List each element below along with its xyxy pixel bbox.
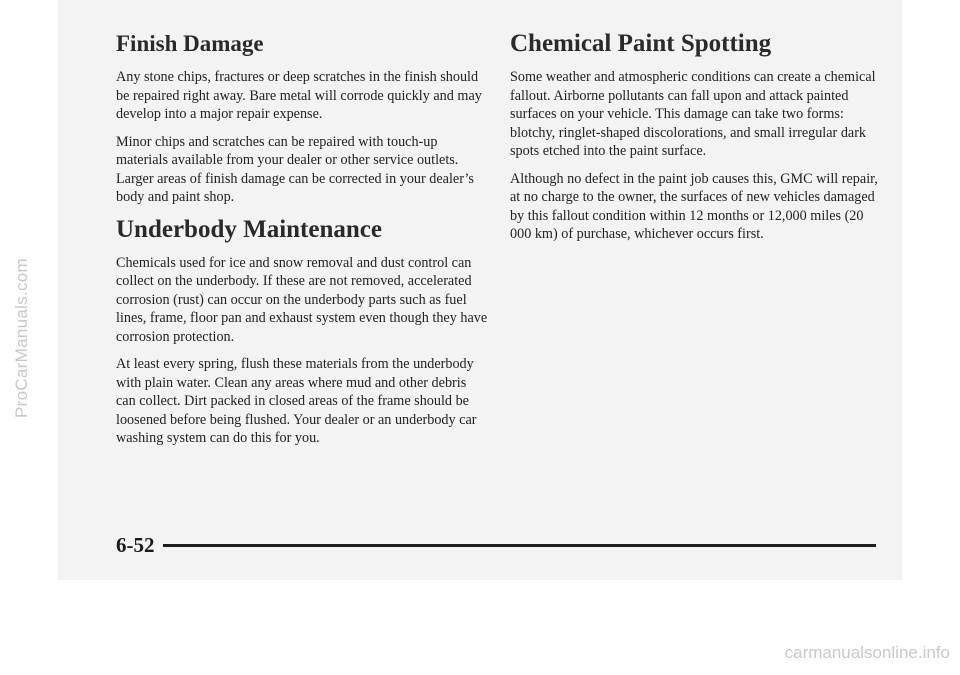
finish-damage-paragraph-1: Any stone chips, fractures or deep scratches in the finish should be repaired right away. Bare metal will corrode quickly and may develop into a major repair expense.: [116, 69, 482, 122]
bottom-watermark: carmanualsonline.info: [784, 643, 950, 662]
page-number: 6-52: [116, 532, 155, 557]
finish-damage-section: [116, 30, 488, 207]
underbody-maintenance-section: [116, 216, 488, 448]
underbody-paragraph-2: At least every spring, flush these materials from the underbody with plain water. Clean any areas where mud and other debris can collect. Dirt packed in closed areas of the frame should be loosened before being flushed. Your dealer or an underbody car washing system can do this for you.: [116, 356, 477, 446]
chemical-spotting-paragraph-1: Some weather and atmospheric conditions can create a chemical fallout. Airborne pollutants can fall upon and attack painted surfaces on your vehicle. This damage can take two forms: blotchy, ringlet-shaped discolorations, and small irregular dark spots etched into the paint surface.: [510, 69, 876, 159]
chemical-spotting-paragraph-2: Although no defect in the paint job causes this, GMC will repair, at no charge to the owner, the surfaces of new vehicles damaged by this fallout condition within 12 months or 12,000 miles (20 000 km) of purchase, whichever occurs first.: [510, 170, 878, 242]
footer-rule: [163, 544, 877, 547]
chemical-paint-spotting-section: [510, 30, 882, 244]
chemical-paint-spotting-heading: Chemical Paint Spotting: [510, 30, 772, 57]
underbody-paragraph-1: Chemicals used for ice and snow removal and dust control can collect on the underbody. If these are not removed, accelerated corrosion (rust) can occur on the underbody parts such as fuel lines, frame, floor pan and exhaust system even though they have corrosion protection.: [116, 254, 488, 345]
finish-damage-paragraph-2: Minor chips and scratches can be repaired with touch-up materials available from your dealer or other service outlets. Larger areas of finish damage can be corrected in your dealer’s body and paint shop.: [116, 133, 474, 205]
underbody-maintenance-heading: Underbody Maintenance: [116, 215, 382, 243]
page-footer: [116, 530, 876, 560]
right-column: [510, 30, 882, 253]
left-column: [116, 30, 488, 457]
finish-damage-heading: Finish Damage: [116, 31, 264, 56]
side-watermark: [10, 0, 34, 675]
side-watermark-text: ProCarManuals.com: [12, 257, 32, 418]
